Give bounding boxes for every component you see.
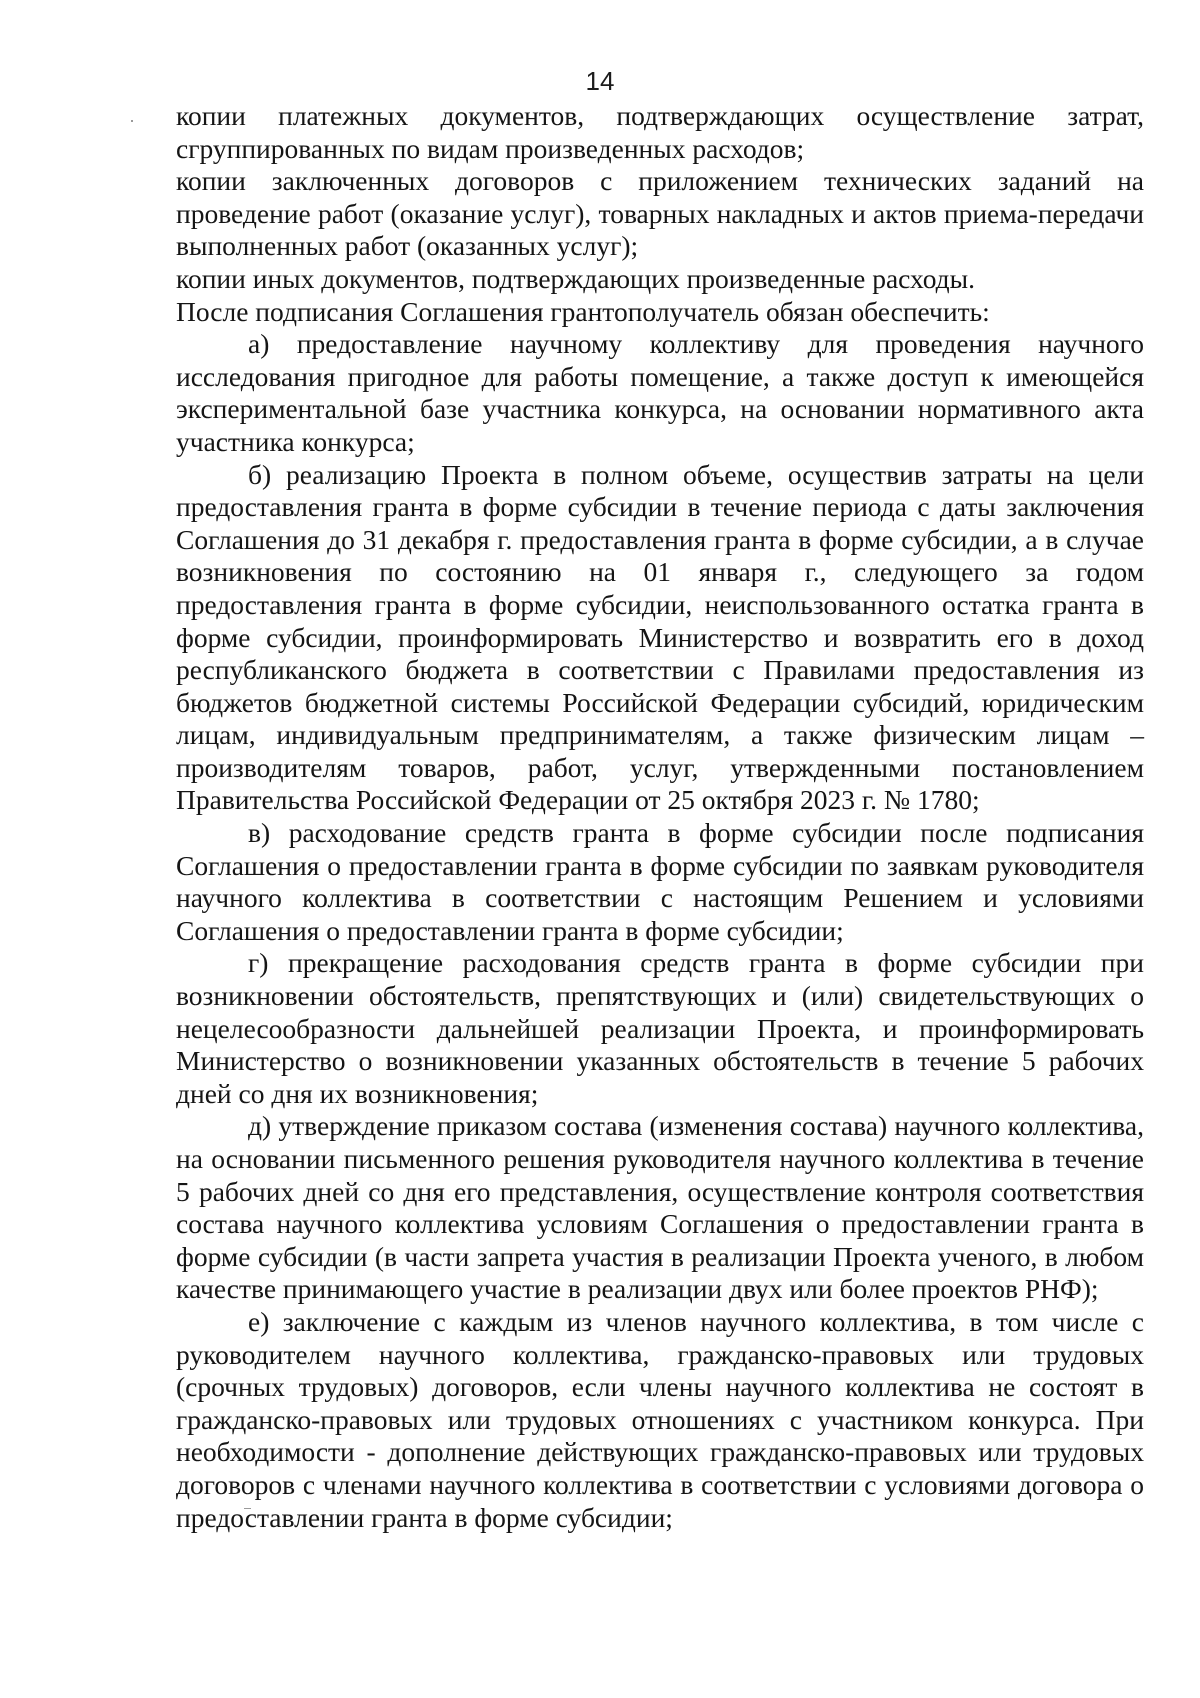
paragraph-item-a: а) предоставление научному коллективу для проведения научного исследования пригодное для работы помещение, а также доступ к имеющейся экспериментальной базе участника конкурса, на основании нормативного акта участника конкурса; — [176, 328, 1144, 457]
paragraph-item-g: г) прекращение расходования средств гранта в форме субсидии при возникновении обстоятельств, препятствующих и (или) свидетельствующих о нецелесообразности дальнейшей реализации Проекта, и проинформировать Министерство о возникновении указанных обстоятельств в течение 5 рабочих дней со дня их возникновения; — [176, 947, 1144, 1109]
paragraph-item-e: е) заключение с каждым из членов научного коллектива, в том числе с руководителем научного коллектива, гражданско-правовых или трудовых (срочных трудовых) договоров, если члены научного коллектива не состоят в гражданско-правовых или трудовых отношениях с участником конкурса. При необходимости - дополнение действующих гражданско-правовых или трудовых договоров с членами научного коллектива в соответствии с условиями договора о предоставлении гранта в форме субсидии; — [176, 1305, 1144, 1533]
paragraph-contracts: копии заключенных договоров с приложением технических заданий на проведение работ (оказание услуг), товарных накладных и актов приема-передачи выполненных работ (оказанных услуг); — [176, 165, 1144, 262]
paragraph-item-d: д) утверждение приказом состава (изменения состава) научного коллектива, на основании письменного решения руководителя научного коллектива в течение 5 рабочих дней со дня его представления, осуществление контроля соответствия состава научного коллектива условиям Соглашения о предоставлении гранта в форме субсидии (в части запрета участия в реализации Проекта ученого, в любом качестве принимающего участие в реализации двух или более проектов РНФ); — [176, 1110, 1144, 1305]
scan-speck — [131, 120, 133, 122]
paragraph-other-docs: копии иных документов, подтверждающих произведенные расходы. — [176, 262, 976, 294]
page-number: 14 — [585, 66, 615, 96]
paragraph-item-b: б) реализацию Проекта в полном объеме, осуществив затраты на цели предоставления гранта в форме субсидии в течение периода с даты заключения Соглашения до 31 декабря г. предоставления гранта в форме субсидии, а в случае возникновения по состоянию на 01 января г., следующего за годом предоставления гранта в форме субсидии, неиспользованного остатка гранта в форме субсидии, проинформировать Министерство и возвратить его в доход республиканского бюджета в соответствии с Правилами предоставления из бюджетов бюджетной системы Российской Федерации субсидий, юридическим лицам, индивидуальным предпринимателям, а также физическим лицам – производителям товаров, работ, услуг, утвержденными постановлением Правительства Российской Федерации от 25 октября 2023 г. № 1780; — [176, 458, 1144, 816]
document-body — [176, 100, 1144, 1534]
paragraph-payment-docs: копии платежных документов, подтверждающих осуществление затрат, сгруппированных по видам произведенных расходов; — [176, 100, 1144, 164]
paragraph-item-v: в) расходование средств гранта в форме субсидии после подписания Соглашения о предоставлении гранта в форме субсидии по заявкам руководителя научного коллектива в соответствии с настоящим Решением и условиями Соглашения о предоставлении гранта в форме субсидии; — [176, 817, 1144, 946]
paragraph-obligations-intro: После подписания Соглашения грантополучатель обязан обеспечить: — [176, 295, 990, 327]
